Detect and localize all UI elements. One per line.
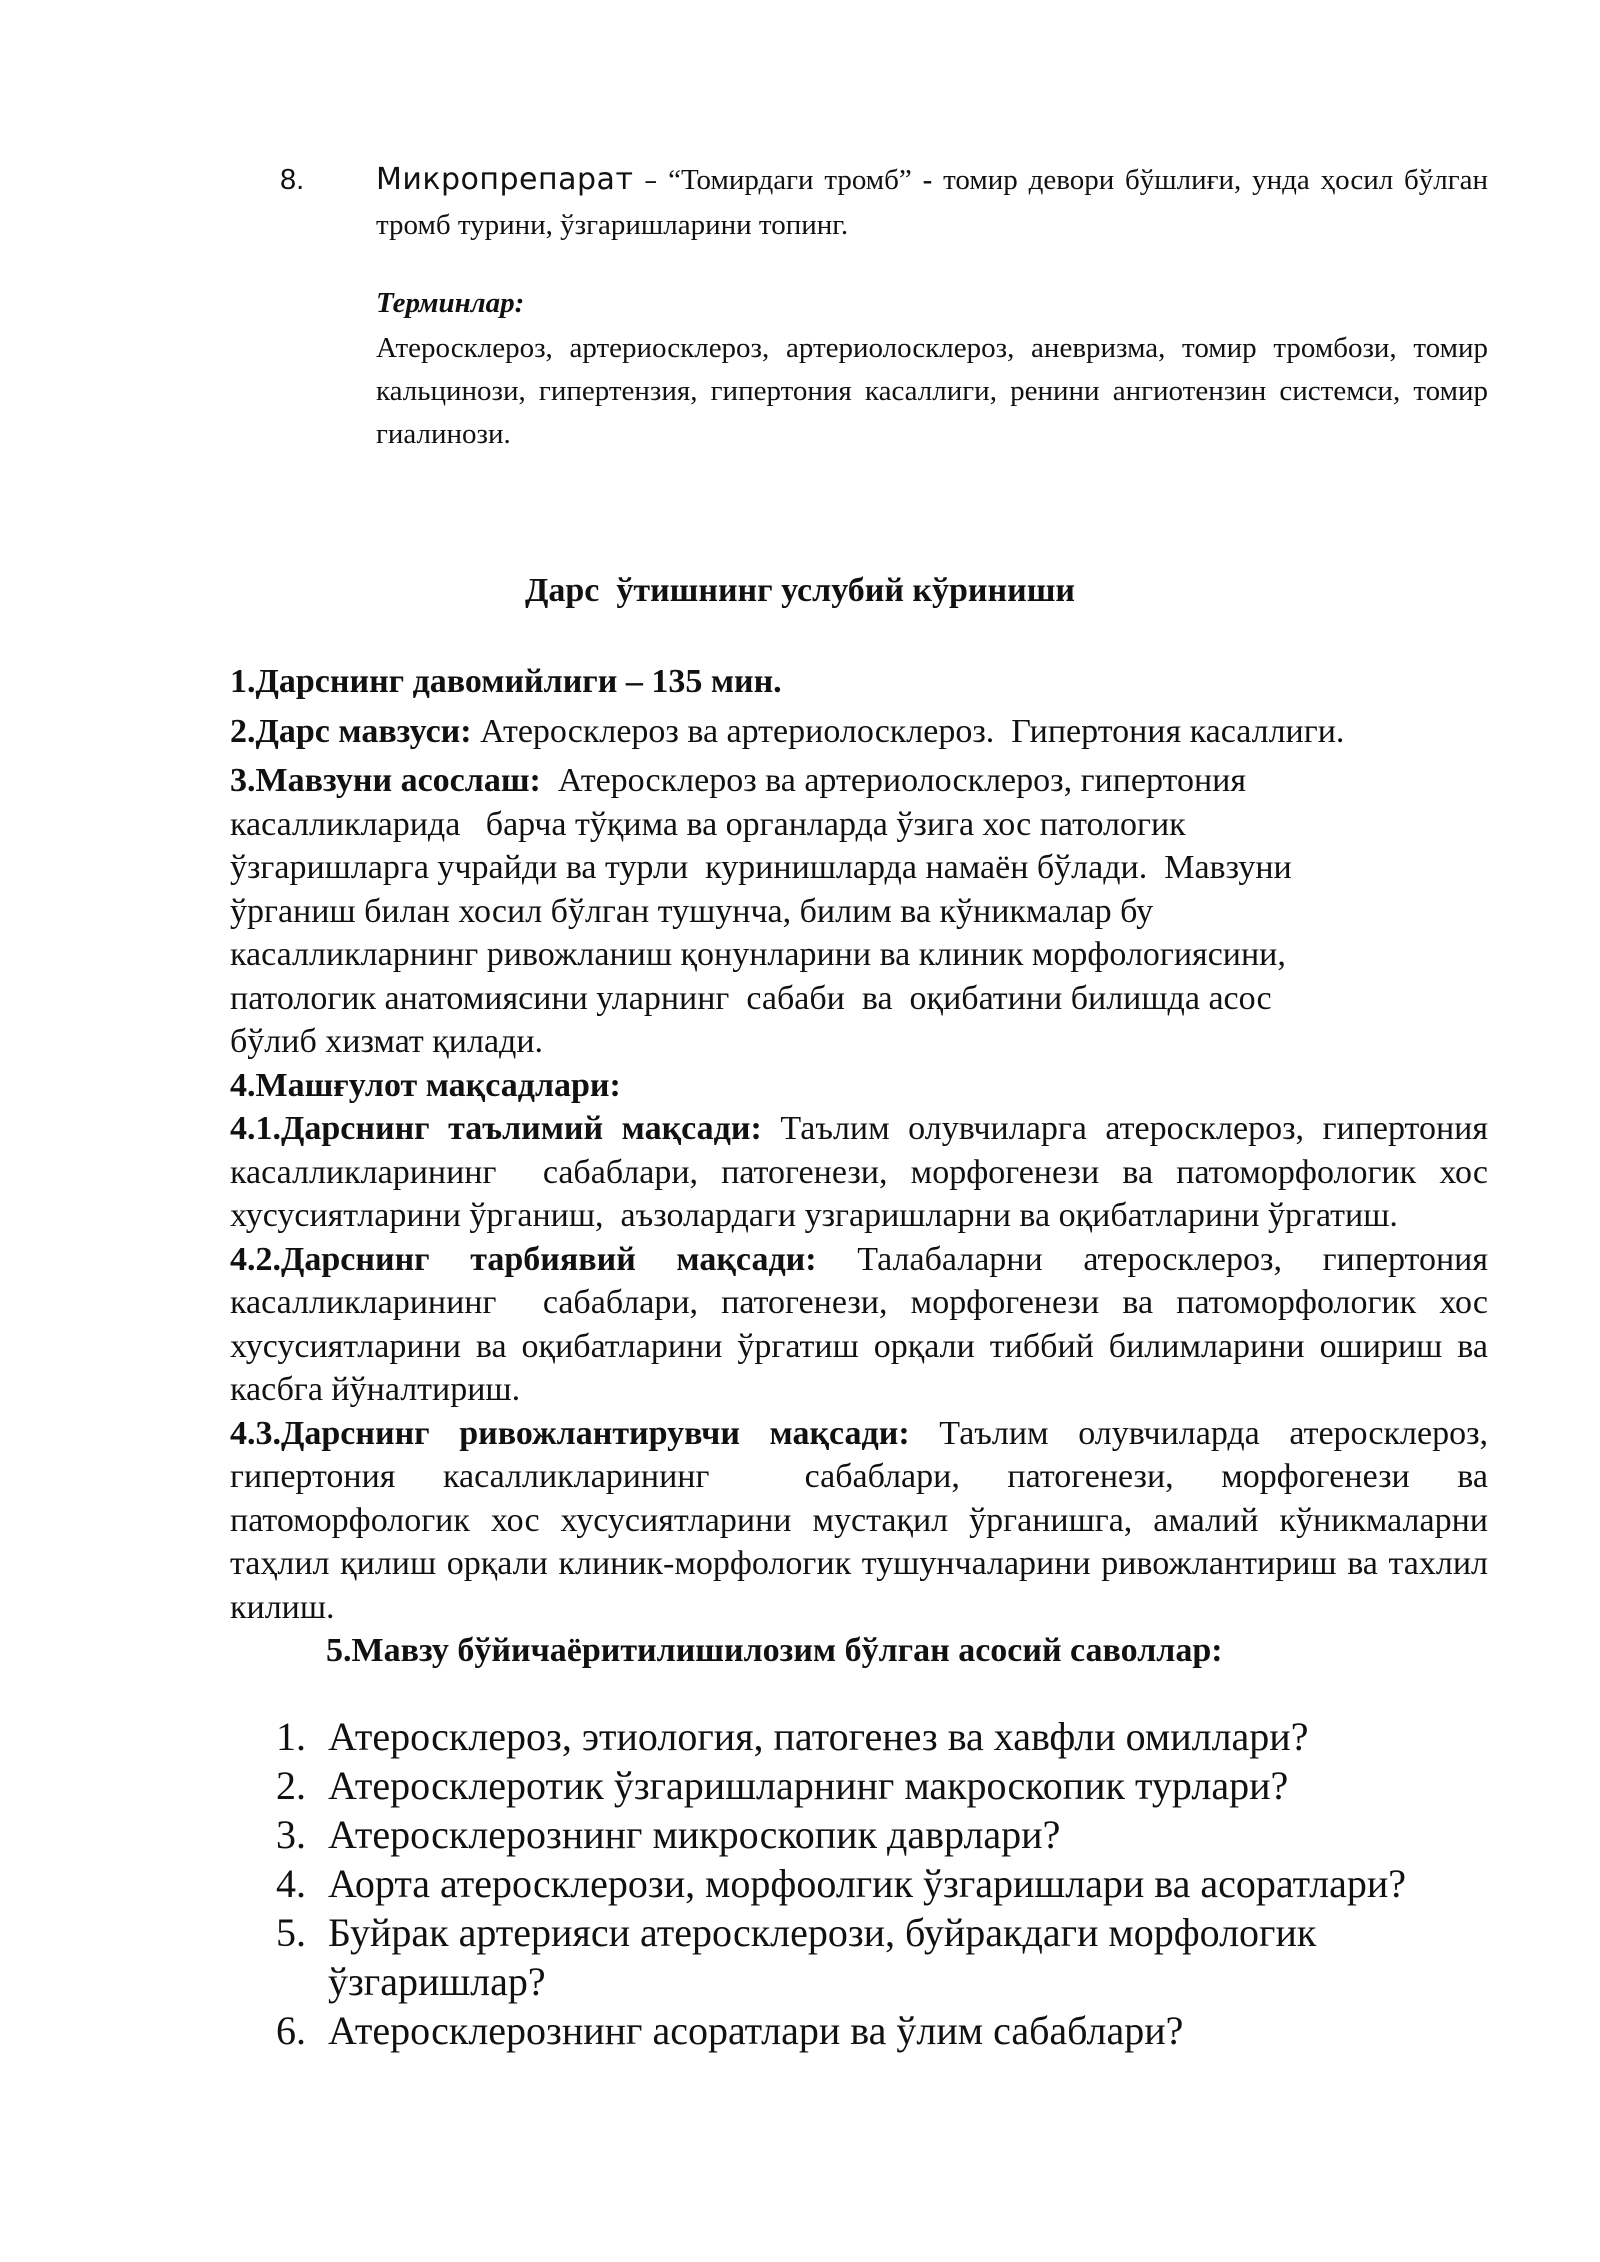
preparation-name: “Томирдаги тромб” <box>668 164 912 196</box>
list-item <box>272 1810 1472 1859</box>
list-item <box>272 1859 1472 1908</box>
question-number: 1. <box>276 1714 306 1759</box>
questions-heading: 5.Мавзу бўйичаёритилишилозим бўлган асосий саволлар: <box>326 1632 1223 1669</box>
upbringing-goal-label: 4.2.Дарснинг тарбиявий мақсади: <box>230 1240 817 1278</box>
micropreparation-label: Микропрепарат <box>376 162 634 197</box>
developmental-goal-label: 4.3.Дарснинг ривожлантирувчи мақсади: <box>230 1414 910 1452</box>
list-item-number: 8. <box>280 164 305 196</box>
question-number: 2. <box>276 1763 306 1808</box>
question-text: Атеросклеротик ўзгаришларнинг макроскопик турлари? <box>328 1763 1289 1808</box>
list-item <box>272 1908 1472 2006</box>
terms-heading: Терминлар: <box>376 287 525 319</box>
question-text: Атеросклерознинг микроскопик даврлари? <box>328 1812 1061 1857</box>
duration-line: 1.Дарснинг давомийлиги – 135 мин. <box>230 663 782 700</box>
educational-goal <box>230 1107 1497 1238</box>
rationale-line: ўрганиш билан хосил бўлган тушунча, билим ва кўникмалар бу <box>230 892 1154 930</box>
section-title: Дарс ўтишнинг услубий кўриниши <box>524 572 1075 609</box>
question-number: 5. <box>276 1910 306 1955</box>
list-item-8 <box>280 158 1488 247</box>
developmental-goal-text: Таълим олувчиларда атеросклероз, гипертония касалликларининг сабаблари, патогенези, морфогенези ва патоморфологик хос хусусиятларини мустақил ўрганишга, амалий кўникмаларни таҳлил қилиш орқали клиник-морфологик тушунчаларини ривожлантириш ва тахлил килиш. <box>230 1414 1497 1626</box>
question-text: Аорта атеросклерози, морфоолгик ўзгаришлари ва асоратлари? <box>328 1861 1407 1906</box>
educational-goal-text: Таълим олувчиларга атеросклероз, гипертония касалликларининг сабаблари, патогенези, морфогенези ва патоморфологик хос хусусиятларини ўрганиш, аъзолардаги узгаришларни ва оқибатларини ўргатиш. <box>230 1110 1497 1234</box>
educational-goal-label: 4.1.Дарснинг таълимий мақсади: <box>230 1110 762 1147</box>
question-number: 6. <box>276 2008 306 2053</box>
list-item <box>272 1712 1472 1761</box>
list-item <box>272 1761 1472 1810</box>
rationale-line: 3.Мавзуни асослаш: Атеросклероз ва артериолосклероз, гипертония <box>230 762 1246 799</box>
topic-text: Атеросклероз ва артериолосклероз. Гипертония касаллиги. <box>471 712 1345 750</box>
question-number: 4. <box>276 1861 306 1906</box>
dash: – <box>644 166 658 196</box>
rationale-block <box>230 759 1488 1064</box>
terms-text: Атеросклероз, артериосклероз, артериолосклероз, аневризма, томир тромбози, томир кальцинози, гипертензия, гипертония касаллиги, ренини ангиотензин системси, томир гиалинози. <box>376 332 1488 450</box>
rationale-line: патологик анатомиясини уларнинг сабаби ва оқибатини билишда асос <box>230 979 1272 1017</box>
bold-dash: - <box>922 164 933 196</box>
rationale-label: 3.Мавзуни асослаш: <box>230 762 541 799</box>
question-text: Атеросклероз, этиология, патогенез ва хавфли омиллари? <box>328 1714 1309 1759</box>
developmental-goal <box>230 1412 1497 1630</box>
question-text: Буйрак артерияси атеросклерози, буйракдаги морфологик ўзгаришлар? <box>328 1910 1317 2004</box>
upbringing-goal <box>230 1238 1497 1412</box>
lesson-outline <box>230 660 1497 1673</box>
list-item <box>272 2006 1472 2055</box>
rationale-line: бўлиб хизмат қилади. <box>230 1023 544 1060</box>
upbringing-goal-text: Талабаларни атеросклероз, гипертония касалликларининг сабаблари, патогенези, морфогенези ва патоморфологик хос хусусиятларини ва оқибатларини ўргатиш орқали тиббий билимларини ошириш ва касбга йўналтириш. <box>230 1240 1497 1408</box>
topic-label: 2.Дарс мавзуси: <box>230 712 472 750</box>
list-item-body <box>376 158 1488 247</box>
rationale-line: касалликларнинг ривожланиш қонунларини ва клиник морфологиясини, <box>230 936 1286 973</box>
terms-block <box>376 282 1488 456</box>
question-text: Атеросклерознинг асоратлари ва ўлим сабаблари? <box>328 2008 1184 2053</box>
questions-list <box>272 1712 1472 2055</box>
rationale-line: ўзгаришларга учрайди ва турли куринишларда намаён бўлади. Мавзуни <box>230 849 1292 886</box>
question-number: 3. <box>276 1812 306 1857</box>
goals-heading: 4.Машғулот мақсадлари: <box>230 1066 621 1104</box>
item-instructions: томир девори бўшлиғи, унда ҳосил бўлган тромб турини, ўзгаришларини топинг. <box>376 164 1489 241</box>
topic-line <box>230 710 1488 754</box>
rationale-line: касалликларида барча тўқима ва органларда ўзига хос патологик <box>230 805 1186 843</box>
